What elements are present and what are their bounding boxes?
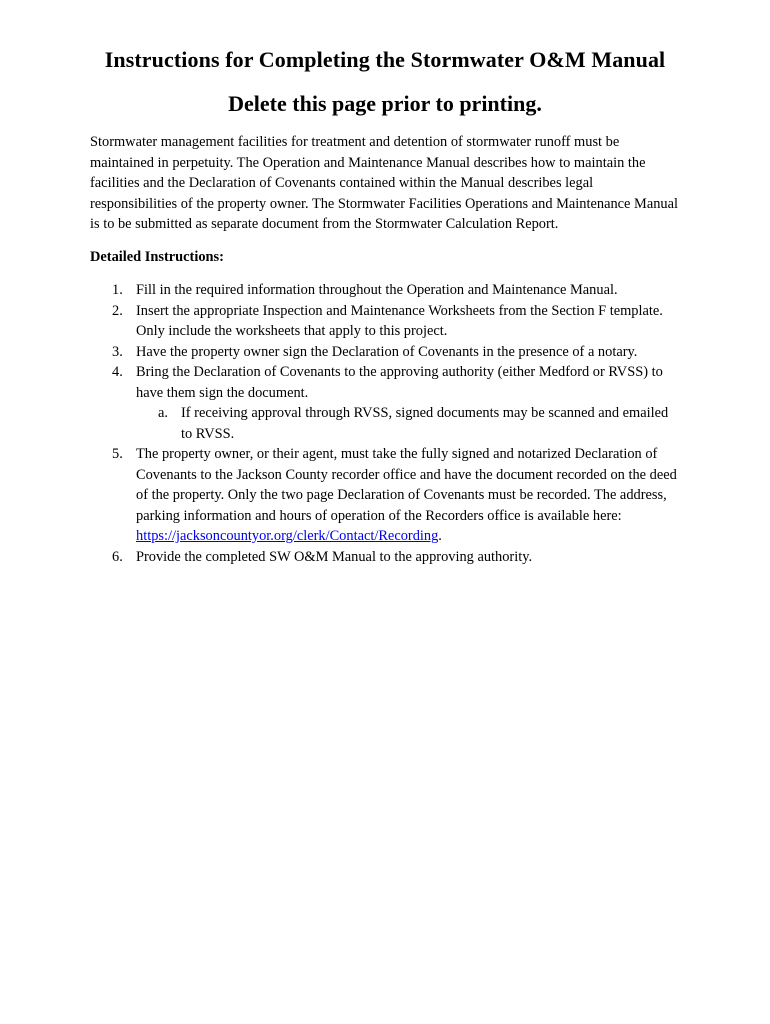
list-item	[90, 444, 680, 547]
recording-office-link[interactable]: https://jacksoncountyor.org/clerk/Contact/Recording	[136, 528, 439, 544]
list-item-number: 1.	[112, 282, 123, 298]
list-item	[90, 362, 680, 444]
list-item-text: The property owner, or their agent, must take the fully signed and notarized Declaration of Covenants to the Jackson County recorder office and have the document recorded on the deed of the property. Only the two page Declaration of Covenants must be recorded. The address, parking information and hours of operation of the Recorders office is available here:	[136, 446, 677, 524]
list-item	[90, 547, 680, 568]
list-item-number: 5.	[112, 446, 123, 462]
list-item-number: 2.	[112, 302, 123, 319]
list-item-number: 3.	[112, 343, 123, 360]
sub-list-item	[136, 403, 680, 444]
sub-list-item-letter: a.	[158, 405, 168, 421]
document-title: Instructions for Completing the Stormwater O&M Manual	[104, 47, 666, 72]
intro-paragraph: Stormwater management facilities for treatment and detention of stormwater runoff must be maintained in perpetuity. The Operation and Maintenance Manual describes how to maintain the facilities and the Declaration of Covenants contained within the Manual describes legal responsibilities of the property owner. The Stormwater Facilities Operations and Maintenance Manual is to be submitted as separate document from the Stormwater Calculation Report.	[90, 134, 678, 232]
list-item-number: 4.	[112, 364, 123, 380]
document-page	[90, 44, 680, 567]
list-item-text: Have the property owner sign the Declaration of Covenants in the presence of a notary.	[136, 343, 638, 360]
list-item-text: Insert the appropriate Inspection and Maintenance Worksheets from the Section F template. Only include the worksheets that apply to this project.	[136, 302, 663, 339]
link-trailing-punctuation: .	[438, 528, 442, 544]
list-item	[90, 301, 680, 342]
sub-list-item-text: If receiving approval through RVSS, signed documents may be scanned and emailed to RVSS.	[181, 405, 669, 442]
instruction-list	[90, 280, 680, 567]
sub-list	[136, 403, 680, 444]
list-item	[90, 280, 680, 301]
list-item-text: Fill in the required information throughout the Operation and Maintenance Manual.	[136, 282, 618, 298]
instructions-heading: Detailed Instructions:	[90, 248, 224, 265]
document-subtitle: Delete this page prior to printing.	[228, 91, 542, 116]
list-item-number: 6.	[112, 548, 123, 565]
list-item	[90, 342, 680, 363]
list-item-text: Bring the Declaration of Covenants to the approving authority (either Medford or RVSS) to have them sign the document.	[136, 364, 663, 401]
list-item-text: Provide the completed SW O&M Manual to the approving authority.	[136, 548, 533, 565]
